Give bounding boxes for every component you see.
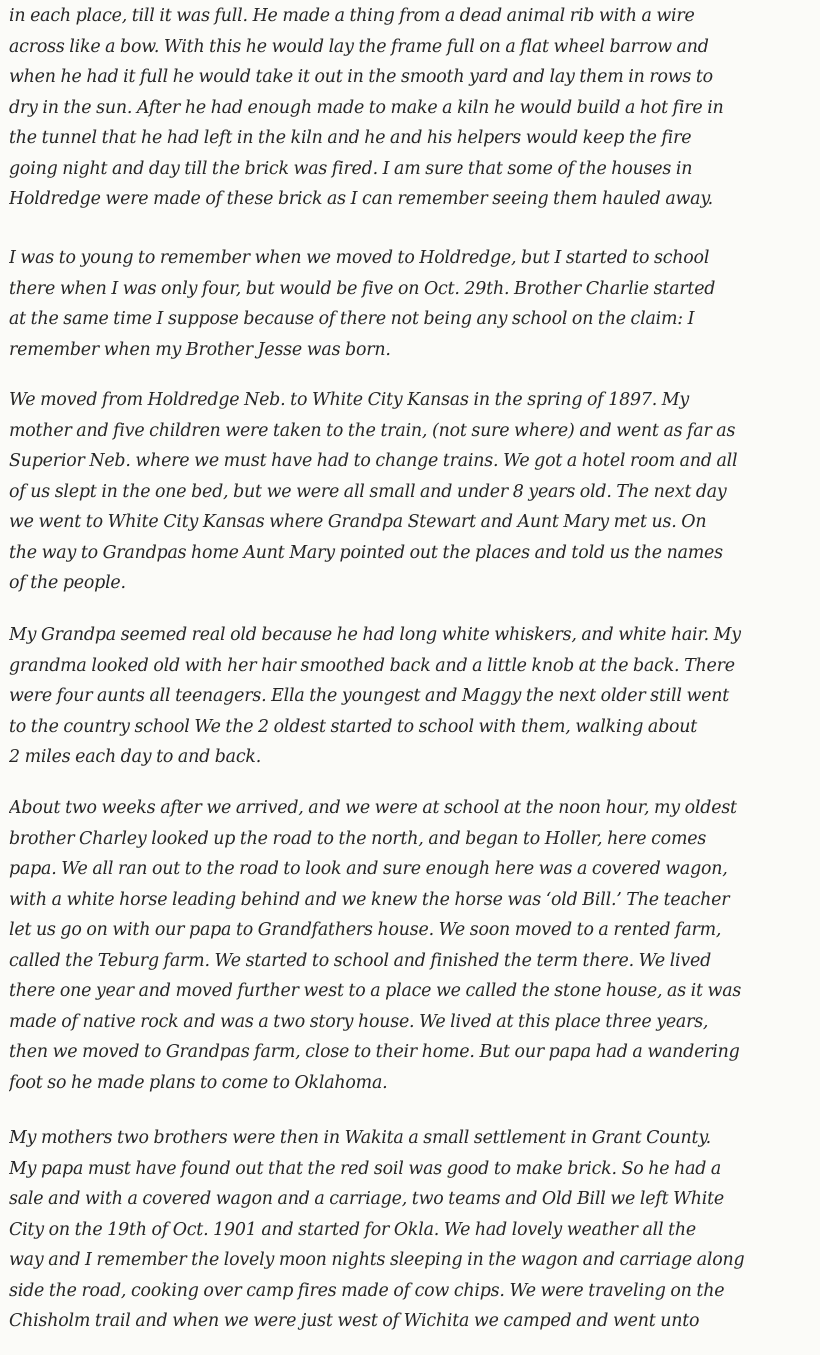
- text-line: in each place, till it was full. He made a thing from a dead animal rib with a wire: [9, 6, 695, 26]
- text-line: grandma looked old with her hair smoothed back and a little knob at the back. There: [9, 655, 735, 676]
- text-line: when he had it full he would take it out in the smooth yard and lay them in rows to: [9, 67, 713, 87]
- paragraph-papa-arrives: [9, 793, 741, 1098]
- text-line: made of native rock and was a two story house. We lived at this place three years,: [9, 1011, 709, 1032]
- text-line: the way to Grandpas home Aunt Mary pointed out the places and told us the names: [9, 542, 723, 563]
- text-line: way and I remember the lovely moon nights sleeping in the wagon and carriage along: [9, 1250, 745, 1270]
- text-line: then we moved to Grandpas farm, close to their home. But our papa had a wandering: [9, 1042, 740, 1062]
- text-line: we went to White City Kansas where Grandpa Stewart and Aunt Mary met us. On: [9, 512, 707, 532]
- text-line: mother and five children were taken to the train, (not sure where) and went as far as: [9, 420, 736, 441]
- text-line: were four aunts all teenagers. Ella the youngest and Maggy the next older still went: [9, 686, 730, 706]
- text-line: to the country school We the 2 oldest started to school with them, walking about: [9, 716, 698, 737]
- text-line: of us slept in the one bed, but we were all small and under 8 years old. The next day: [9, 481, 727, 502]
- text-line: let us go on with our papa to Grandfathers house. We soon moved to a rented farm,: [9, 920, 722, 940]
- paragraph-trip-to-oklahoma: [9, 1123, 744, 1337]
- text-line: remember when my Brother Jesse was born.: [9, 339, 391, 360]
- text-line: Superior Neb. where we must have had to change trains. We got a hotel room and all: [9, 451, 738, 471]
- text-line: brother Charley looked up the road to the north, and began to Holler, here comes: [9, 828, 707, 849]
- text-line: there when I was only four, but would be five on Oct. 29th. Brother Charlie started: [9, 278, 716, 299]
- text-line: We moved from Holdredge Neb. to White City Kansas in the spring of 1897. My: [9, 390, 689, 410]
- text-line: going night and day till the brick was fired. I am sure that some of the houses in: [9, 158, 693, 179]
- text-line: My papa must have found out that the red soil was good to make brick. So he had a: [9, 1158, 722, 1179]
- text-line: called the Teburg farm. We started to school and finished the term there. We lived: [9, 950, 712, 971]
- paragraph-move-to-white-city: [9, 385, 737, 599]
- text-line: foot so he made plans to come to Oklahoma.: [9, 1072, 388, 1093]
- text-line: sale and with a covered wagon and a carriage, two teams and Old Bill we left White: [9, 1189, 725, 1209]
- text-line: with a white horse leading behind and we knew the horse was ‘old Bill.’ The teacher: [9, 889, 730, 910]
- text-line: at the same time I suppose because of there not being any school on the claim: I: [9, 309, 695, 329]
- text-line: there one year and moved further west to a place we called the stone house, as it was: [9, 981, 742, 1001]
- text-line: 2 miles each day to and back.: [9, 747, 262, 767]
- paragraph-holdredge-school: [9, 243, 715, 365]
- text-line: My Grandpa seemed real old because he had long white whiskers, and white hair. My: [9, 625, 741, 645]
- paragraph-brick-making: [9, 1, 724, 215]
- text-line: I was to young to remember when we moved to Holdredge, but I started to school: [9, 248, 710, 268]
- text-line: papa. We all ran out to the road to look and sure enough here was a covered wagon,: [9, 859, 728, 879]
- text-line: Holdredge were made of these brick as I can remember seeing them hauled away.: [9, 189, 713, 209]
- paragraph-grandparents: [9, 620, 741, 773]
- text-line: Chisholm trail and when we were just west of Wichita we camped and went unto: [9, 1311, 700, 1331]
- text-line: About two weeks after we arrived, and we were at school at the noon hour, my oldest: [9, 798, 737, 818]
- text-line: across like a bow. With this he would lay the frame full on a flat wheel barrow and: [9, 36, 709, 57]
- text-line: of the people.: [9, 573, 126, 593]
- text-line: City on the 19th of Oct. 1901 and started for Okla. We had lovely weather all the: [9, 1219, 696, 1240]
- text-line: My mothers two brothers were then in Wakita a small settlement in Grant County.: [9, 1128, 711, 1148]
- text-line: the tunnel that he had left in the kiln and he and his helpers would keep the fire: [9, 128, 692, 148]
- text-line: dry in the sun. After he had enough made to make a kiln he would build a hot fire in: [9, 97, 724, 118]
- text-line: side the road, cooking over camp fires made of cow chips. We were traveling on the: [9, 1280, 725, 1301]
